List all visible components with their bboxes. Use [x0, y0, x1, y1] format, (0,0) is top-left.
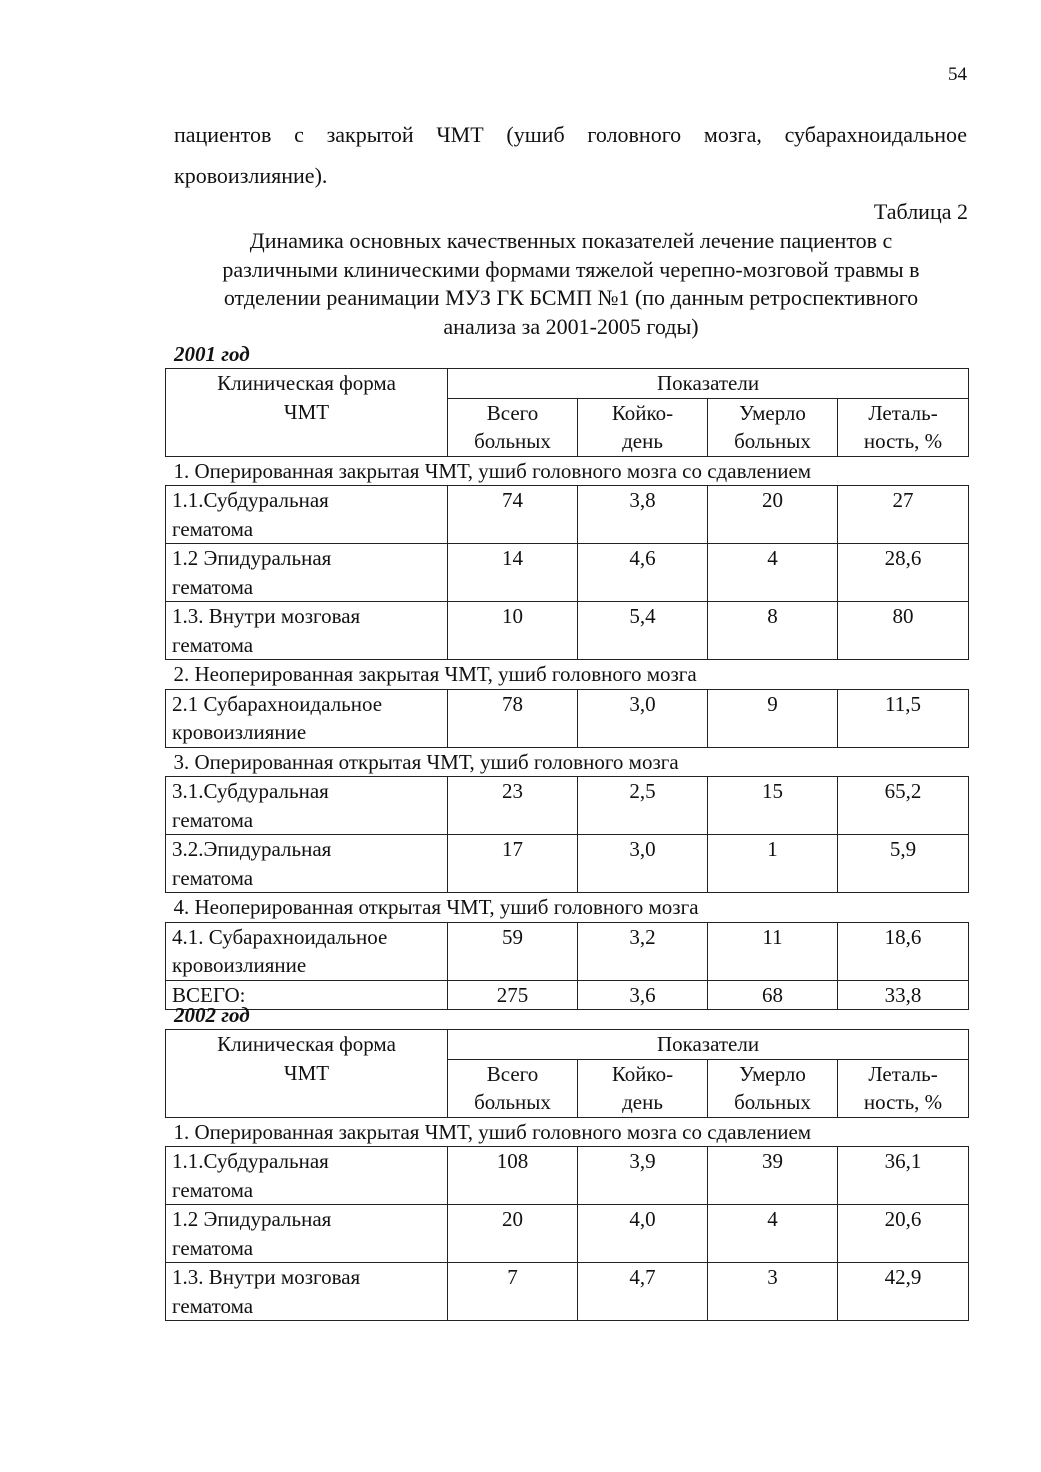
section-title: 4. Неоперированная открытая ЧМТ, ушиб головного мозга — [166, 893, 969, 923]
table-row — [166, 1205, 969, 1263]
header-col-total: Всего больных — [448, 1059, 578, 1117]
bed-day-cell: 5,4 — [578, 602, 708, 660]
form-cell: 2.1 Субарахноидальное кровоизлияние — [166, 689, 448, 747]
died-cell: 4 — [708, 1205, 838, 1263]
section-row — [166, 456, 969, 486]
table-caption — [166, 227, 976, 341]
section-row — [166, 747, 969, 777]
header-col-total: Всего больных — [448, 398, 578, 456]
lethality-cell: 27 — [838, 486, 969, 544]
bed-day-cell: 4,7 — [578, 1263, 708, 1321]
form-cell: 1.2 Эпидуральная гематома — [166, 1205, 448, 1263]
bed-day-cell: 4,0 — [578, 1205, 708, 1263]
form-cell: 1.3. Внутри мозговая гематома — [166, 1263, 448, 1321]
lethality-cell: 80 — [838, 602, 969, 660]
bed-day-cell: 3,0 — [578, 835, 708, 893]
table-row — [166, 486, 969, 544]
died-cell: 11 — [708, 922, 838, 980]
lethality-cell: 20,6 — [838, 1205, 969, 1263]
bed-day-cell: 2,5 — [578, 777, 708, 835]
lethality-cell: 65,2 — [838, 777, 969, 835]
table-row — [166, 1263, 969, 1321]
header-form-label: Клиническая форма — [217, 1032, 396, 1056]
section-title: 1. Оперированная закрытая ЧМТ, ушиб головного мозга со сдавлением — [166, 1117, 969, 1147]
total-row — [166, 980, 969, 1010]
total-cell: 108 — [448, 1147, 578, 1205]
header-col-died: Умерло больных — [708, 398, 838, 456]
died-cell: 15 — [708, 777, 838, 835]
form-cell: 1.1.Субдуральная гематома — [166, 486, 448, 544]
bed-day-cell: 4,6 — [578, 544, 708, 602]
died-cell: 20 — [708, 486, 838, 544]
died-cell: 68 — [708, 980, 838, 1010]
section-title: 3. Оперированная открытая ЧМТ, ушиб головного мозга — [166, 747, 969, 777]
total-cell: 59 — [448, 922, 578, 980]
died-cell: 39 — [708, 1147, 838, 1205]
form-cell: 1.1.Субдуральная гематома — [166, 1147, 448, 1205]
total-label: ВСЕГО: — [166, 980, 448, 1010]
table-2001 — [165, 368, 969, 1010]
bed-day-cell: 3,9 — [578, 1147, 708, 1205]
table-row — [166, 922, 969, 980]
bed-day-cell: 3,0 — [578, 689, 708, 747]
year-label-2002: 2002 год — [174, 1003, 250, 1027]
bed-day-cell: 3,2 — [578, 922, 708, 980]
header-form-label: Клиническая форма — [217, 371, 396, 395]
total-cell: 10 — [448, 602, 578, 660]
total-cell: 275 — [448, 980, 578, 1010]
table-number: Таблица 2 — [873, 199, 968, 224]
form-cell: 1.2 Эпидуральная гематома — [166, 544, 448, 602]
header-col-bed-day: Койко- день — [578, 1059, 708, 1117]
table-row — [166, 777, 969, 835]
total-cell: 78 — [448, 689, 578, 747]
caption-line: отделении реанимации МУЗ ГК БСМП №1 (по данным ретроспективного — [223, 285, 919, 310]
total-cell: 14 — [448, 544, 578, 602]
died-cell: 1 — [708, 835, 838, 893]
died-cell: 3 — [708, 1263, 838, 1321]
total-cell: 23 — [448, 777, 578, 835]
caption-line: анализа за 2001-2005 годы) — [443, 313, 699, 339]
total-cell: 17 — [448, 835, 578, 893]
header-indicators: Показатели — [448, 1030, 969, 1060]
intro-line: кровоизлияние). — [174, 163, 328, 188]
header-form-cell — [166, 1030, 448, 1118]
lethality-cell: 5,9 — [838, 835, 969, 893]
intro-line: пациентов с закрытой ЧМТ (ушиб головного мозга, субарахноидальное — [174, 122, 967, 147]
header-form-label: ЧМТ — [283, 1060, 330, 1085]
died-cell: 8 — [708, 602, 838, 660]
intro-paragraph — [174, 114, 967, 196]
header-col-died: Умерло больных — [708, 1059, 838, 1117]
header-col-lethality: Леталь- ность, % — [838, 398, 969, 456]
died-cell: 4 — [708, 544, 838, 602]
form-cell: 4.1. Субарахноидальное кровоизлияние — [166, 922, 448, 980]
caption-line: Динамика основных качественных показателей лечение пациентов с — [249, 228, 893, 253]
header-col-lethality: Леталь- ность, % — [838, 1059, 969, 1117]
table-row — [166, 689, 969, 747]
form-cell: 3.2.Эпидуральная гематома — [166, 835, 448, 893]
header-indicators: Показатели — [448, 369, 969, 399]
lethality-cell: 28,6 — [838, 544, 969, 602]
table-2002 — [165, 1029, 969, 1321]
bed-day-cell: 3,8 — [578, 486, 708, 544]
total-cell: 7 — [448, 1263, 578, 1321]
section-row — [166, 1117, 969, 1147]
lethality-cell: 11,5 — [838, 689, 969, 747]
caption-line: различными клиническими формами тяжелой черепно-мозговой травмы в — [222, 256, 920, 282]
header-row — [166, 1030, 969, 1060]
section-row — [166, 893, 969, 923]
header-form-label: ЧМТ — [283, 399, 330, 424]
table-row — [166, 1147, 969, 1205]
lethality-cell: 18,6 — [838, 922, 969, 980]
died-cell: 9 — [708, 689, 838, 747]
table-row — [166, 835, 969, 893]
section-row — [166, 660, 969, 690]
lethality-cell: 33,8 — [838, 980, 969, 1010]
form-cell: 1.3. Внутри мозговая гематома — [166, 602, 448, 660]
table-row — [166, 602, 969, 660]
table-row — [166, 544, 969, 602]
lethality-cell: 36,1 — [838, 1147, 969, 1205]
header-row — [166, 369, 969, 399]
total-cell: 74 — [448, 486, 578, 544]
form-cell: 3.1.Субдуральная гематома — [166, 777, 448, 835]
total-cell: 20 — [448, 1205, 578, 1263]
year-label-2001: 2001 год — [174, 342, 250, 366]
header-col-bed-day: Койко- день — [578, 398, 708, 456]
bed-day-cell: 3,6 — [578, 980, 708, 1010]
section-title: 2. Неоперированная закрытая ЧМТ, ушиб головного мозга — [166, 660, 969, 690]
page-number: 54 — [948, 64, 967, 85]
section-title: 1. Оперированная закрытая ЧМТ, ушиб головного мозга со сдавлением — [166, 456, 969, 486]
lethality-cell: 42,9 — [838, 1263, 969, 1321]
header-form-cell — [166, 369, 448, 457]
